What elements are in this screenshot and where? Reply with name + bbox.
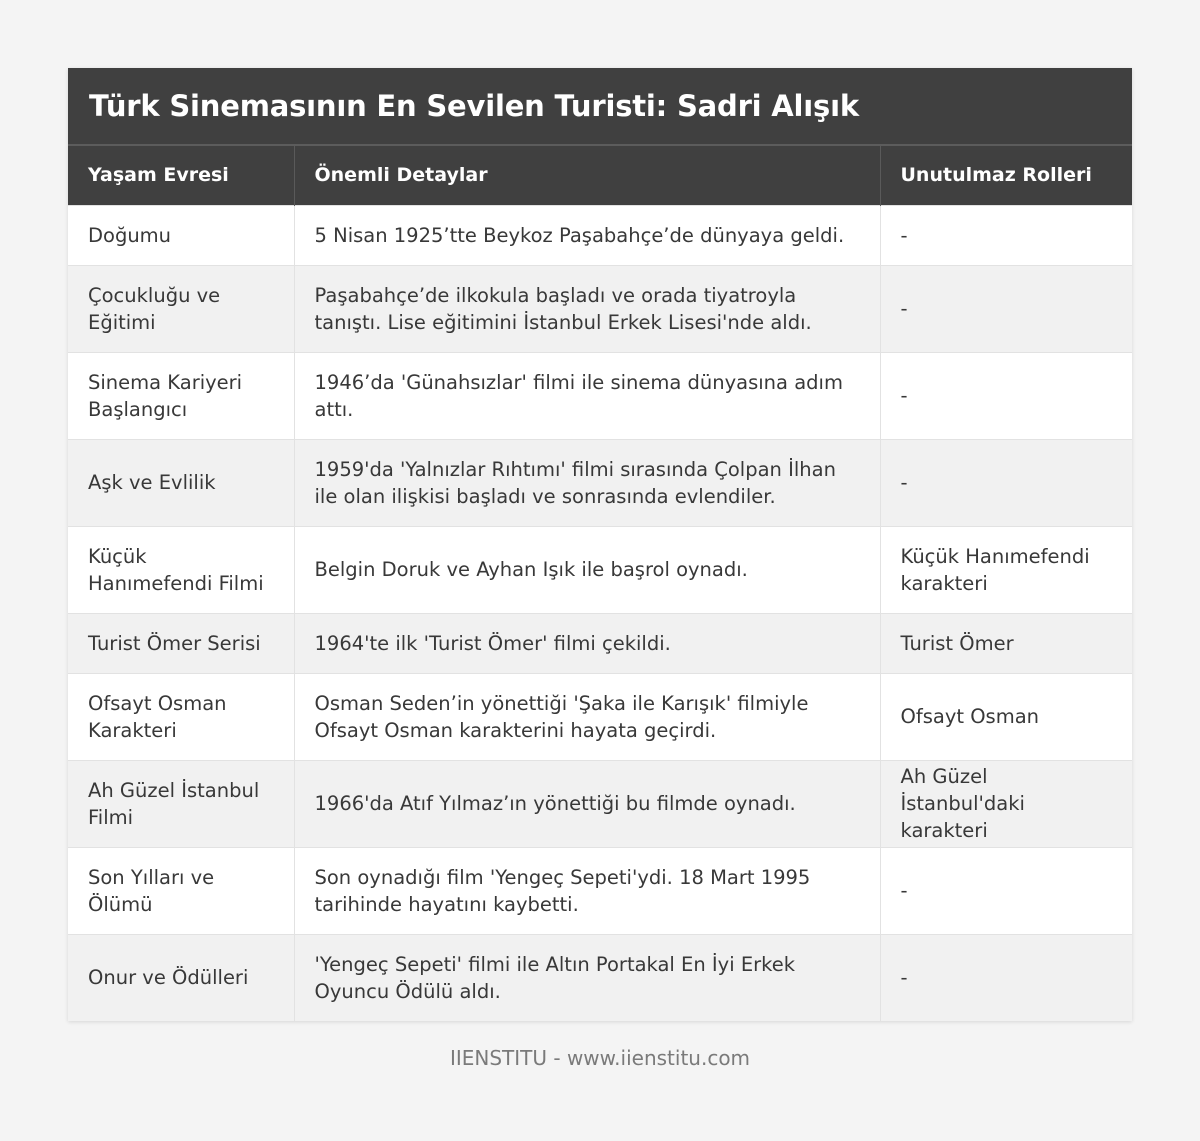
table-row bbox=[68, 760, 1132, 847]
cell-roles: Ah Güzel İstanbul'daki karakteri bbox=[880, 760, 1132, 847]
cell-life-stage: Onur ve Ödülleri bbox=[68, 934, 294, 1021]
cell-life-stage: Son Yılları ve Ölümü bbox=[68, 847, 294, 934]
cell-details: Son oynadığı film 'Yengeç Sepeti'ydi. 18 Mart 1995 tarihinde hayatını kaybetti. bbox=[294, 847, 880, 934]
table-row bbox=[68, 526, 1132, 613]
table-row bbox=[68, 352, 1132, 439]
footer-credit: IIENSTITU - www.iienstitu.com bbox=[449, 1046, 751, 1070]
cell-life-stage: Sinema Kariyeri Başlangıcı bbox=[68, 352, 294, 439]
cell-details: 5 Nisan 1925’tte Beykoz Paşabahçe’de dünyaya geldi. bbox=[294, 205, 880, 265]
cell-life-stage: Turist Ömer Serisi bbox=[68, 613, 294, 673]
table-row bbox=[68, 847, 1132, 934]
cell-life-stage: Ah Güzel İstanbul Filmi bbox=[68, 760, 294, 847]
cell-roles: - bbox=[880, 847, 1132, 934]
table-row bbox=[68, 613, 1132, 673]
table-card bbox=[68, 68, 1132, 1021]
cell-life-stage: Küçük Hanımefendi Filmi bbox=[68, 526, 294, 613]
cell-details: 1946’da 'Günahsızlar' filmi ile sinema dünyasına adım attı. bbox=[294, 352, 880, 439]
table-row bbox=[68, 439, 1132, 526]
cell-roles: - bbox=[880, 265, 1132, 352]
cell-details: 1959'da 'Yalnızlar Rıhtımı' filmi sırasında Çolpan İlhan ile olan ilişkisi başladı ve sonrasında evlendiler. bbox=[294, 439, 880, 526]
cell-details: 1964'te ilk 'Turist Ömer' filmi çekildi. bbox=[294, 613, 880, 673]
column-header-roles: Unutulmaz Rolleri bbox=[880, 145, 1132, 205]
cell-details: 1966'da Atıf Yılmaz’ın yönettiği bu filmde oynadı. bbox=[294, 760, 880, 847]
cell-roles: - bbox=[880, 352, 1132, 439]
cell-roles: - bbox=[880, 439, 1132, 526]
cell-details: Paşabahçe’de ilkokula başladı ve orada tiyatroyla tanıştı. Lise eğitimini İstanbul Erkek Lisesi'nde aldı. bbox=[294, 265, 880, 352]
cell-life-stage: Ofsayt Osman Karakteri bbox=[68, 673, 294, 760]
column-header-details: Önemli Detaylar bbox=[294, 145, 880, 205]
cell-life-stage: Doğumu bbox=[68, 205, 294, 265]
table-row bbox=[68, 673, 1132, 760]
cell-life-stage: Çocukluğu ve Eğitimi bbox=[68, 265, 294, 352]
column-header-life-stage: Yaşam Evresi bbox=[68, 145, 294, 205]
cell-roles: - bbox=[880, 934, 1132, 1021]
cell-roles: Küçük Hanımefendi karakteri bbox=[880, 526, 1132, 613]
header-row bbox=[68, 145, 1132, 205]
cell-details: 'Yengeç Sepeti' filmi ile Altın Portakal En İyi Erkek Oyuncu Ödülü aldı. bbox=[294, 934, 880, 1021]
table-title: Türk Sinemasının En Sevilen Turisti: Sadri Alışık bbox=[68, 68, 1132, 144]
table-row bbox=[68, 934, 1132, 1021]
cell-roles: Turist Ömer bbox=[880, 613, 1132, 673]
cell-details: Osman Seden’in yönettiği 'Şaka ile Karışık' filmiyle Ofsayt Osman karakterini hayata geçirdi. bbox=[294, 673, 880, 760]
cell-life-stage: Aşk ve Evlilik bbox=[68, 439, 294, 526]
cell-details: Belgin Doruk ve Ayhan Işık ile başrol oynadı. bbox=[294, 526, 880, 613]
table-row bbox=[68, 265, 1132, 352]
table-row bbox=[68, 205, 1132, 265]
biography-table bbox=[68, 144, 1132, 1021]
cell-roles: - bbox=[880, 205, 1132, 265]
cell-roles: Ofsayt Osman bbox=[880, 673, 1132, 760]
